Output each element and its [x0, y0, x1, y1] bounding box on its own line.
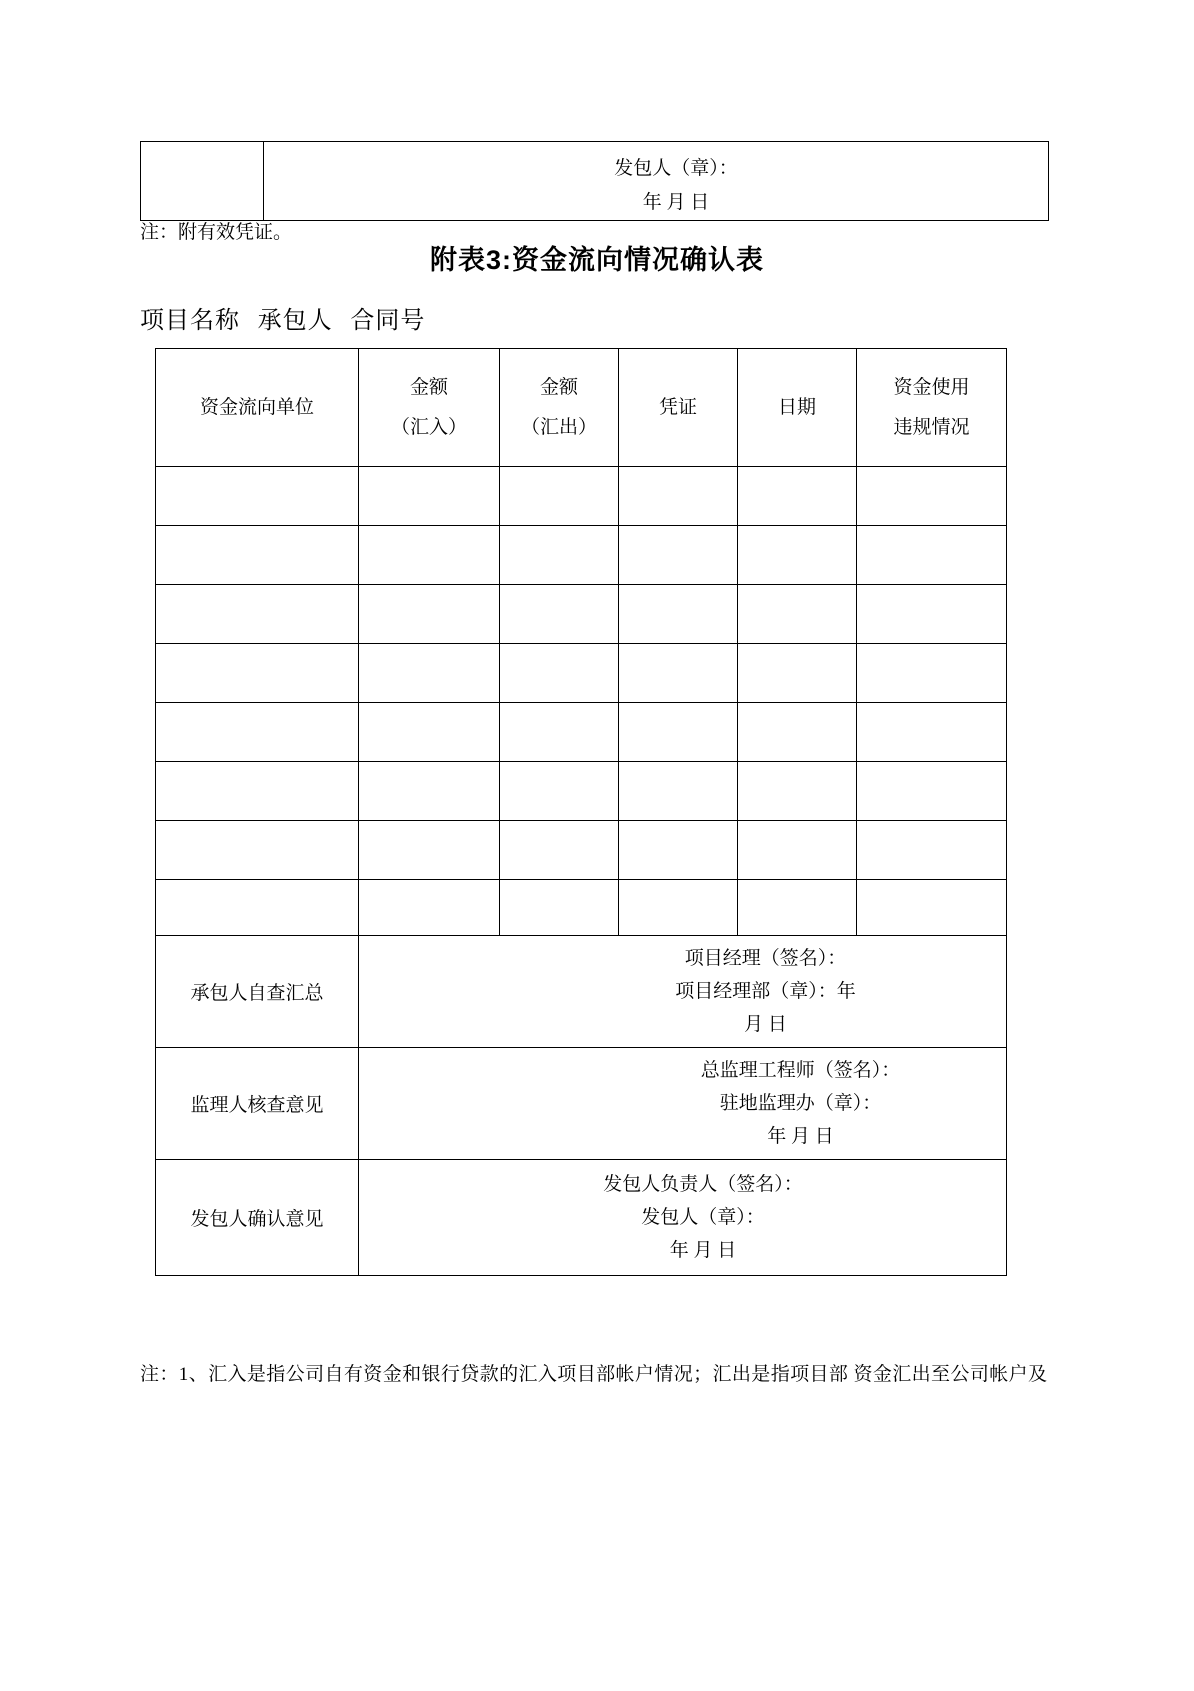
cell-date[interactable]	[738, 644, 857, 703]
date-placeholder-label: 年 月 日	[669, 1240, 737, 1261]
cell-violation[interactable]	[857, 526, 1007, 585]
cell-voucher[interactable]	[619, 821, 738, 880]
cell-voucher[interactable]	[619, 467, 738, 526]
cell-amount-out[interactable]	[500, 821, 619, 880]
table-row	[156, 762, 1007, 821]
project-manager-sign-label: 项目经理（签名）：	[684, 948, 847, 969]
cell-date[interactable]	[738, 703, 857, 762]
cell-amount-out[interactable]	[500, 762, 619, 821]
table-header-row	[156, 349, 1007, 467]
cell-date[interactable]	[738, 526, 857, 585]
header-line-1: 凭证	[658, 396, 697, 418]
signature-block	[264, 142, 1048, 220]
header-line-1: 金额	[539, 376, 578, 398]
cell-unit[interactable]	[156, 880, 359, 936]
header-line-1: 资金流向单位	[199, 396, 314, 418]
header-cell-date	[738, 349, 857, 467]
summary-content-supervisor[interactable]	[359, 1048, 1007, 1160]
cell-voucher[interactable]	[619, 585, 738, 644]
table-row	[156, 703, 1007, 762]
project-manager-dept-seal-label: 项目经理部（章）：年	[675, 981, 856, 1002]
cell-unit[interactable]	[156, 526, 359, 585]
cell-unit[interactable]	[156, 585, 359, 644]
cell-violation[interactable]	[857, 880, 1007, 936]
cell-unit[interactable]	[156, 821, 359, 880]
cell-amount-in[interactable]	[359, 821, 500, 880]
cell-amount-in[interactable]	[359, 703, 500, 762]
cell-amount-out[interactable]	[500, 880, 619, 936]
cell-voucher[interactable]	[619, 526, 738, 585]
project-name-label: 项目名称	[140, 307, 240, 334]
cell-date[interactable]	[738, 585, 857, 644]
date-placeholder-label: 年 月 日	[767, 1126, 834, 1147]
cell-violation[interactable]	[857, 467, 1007, 526]
header-cell-voucher	[619, 349, 738, 467]
cell-voucher[interactable]	[619, 762, 738, 821]
header-cell-amount-in	[359, 349, 500, 467]
cell-unit[interactable]	[156, 762, 359, 821]
fund-flow-table	[155, 348, 1007, 1276]
cell-amount-in[interactable]	[359, 467, 500, 526]
table-row	[156, 880, 1007, 936]
cell-amount-in[interactable]	[359, 762, 500, 821]
summary-row-employer	[156, 1160, 1007, 1276]
cell-date[interactable]	[738, 880, 857, 936]
cell-voucher[interactable]	[619, 644, 738, 703]
cell-amount-out[interactable]	[500, 467, 619, 526]
cell-unit[interactable]	[156, 644, 359, 703]
cell-violation[interactable]	[857, 644, 1007, 703]
header-line-2: （汇出）	[520, 416, 597, 438]
table-row	[141, 142, 1049, 221]
header-line-1: 金额	[409, 376, 448, 398]
resident-supervision-seal-label: 驻地监理办（章）：	[719, 1093, 882, 1114]
employer-representative-sign-label: 发包人负责人（签名）：	[603, 1174, 803, 1195]
cell-unit[interactable]	[156, 467, 359, 526]
summary-label-employer: 发包人确认意见	[156, 1160, 359, 1276]
table-row	[156, 644, 1007, 703]
top-signature-table	[140, 141, 1049, 221]
cell-unit[interactable]	[156, 703, 359, 762]
chief-supervisor-sign-label: 总监理工程师（签名）：	[700, 1060, 901, 1081]
date-placeholder-label: 月 日	[744, 1014, 787, 1035]
header-cell-violation	[857, 349, 1007, 467]
contractor-label: 承包人	[257, 307, 333, 334]
header-line-1: 资金使用	[893, 376, 970, 398]
cell-amount-out[interactable]	[500, 585, 619, 644]
cell-amount-in[interactable]	[359, 526, 500, 585]
cell-violation[interactable]	[857, 762, 1007, 821]
cell-amount-out[interactable]	[500, 526, 619, 585]
header-line-2: 违规情况	[893, 416, 970, 438]
summary-row-supervisor	[156, 1048, 1007, 1160]
cell-date[interactable]	[738, 821, 857, 880]
employer-seal-label: 发包人（章）：	[614, 158, 738, 179]
note-top: 注：附有效凭证。	[140, 222, 293, 243]
summary-label-supervisor: 监理人核查意见	[156, 1048, 359, 1160]
employer-seal-label: 发包人（章）：	[641, 1207, 765, 1228]
cell-amount-in[interactable]	[359, 880, 500, 936]
header-line-2: （汇入）	[390, 416, 467, 438]
cell-voucher[interactable]	[619, 703, 738, 762]
note-bottom: 注：1、汇入是指公司自有资金和银行贷款的汇入项目部帐户情况；汇出是指项目部 资金汇出至公司帐户及	[140, 1364, 1048, 1385]
header-cell-amount-out	[500, 349, 619, 467]
summary-content-employer[interactable]	[359, 1160, 1007, 1276]
date-placeholder-label: 年 月 日	[642, 192, 710, 213]
header-line-1: 日期	[777, 396, 816, 418]
top-table-signature-cell	[264, 142, 1049, 221]
summary-content-contractor[interactable]	[359, 936, 1007, 1048]
contract-no-label: 合同号	[350, 307, 426, 334]
cell-date[interactable]	[738, 762, 857, 821]
project-info-line	[140, 300, 435, 335]
table-row	[156, 526, 1007, 585]
header-cell-unit	[156, 349, 359, 467]
table-row	[156, 821, 1007, 880]
page-title: 附表3:资金流向情况确认表	[429, 245, 764, 275]
top-table-empty-cell	[141, 142, 264, 221]
cell-amount-out[interactable]	[500, 703, 619, 762]
table-row	[156, 585, 1007, 644]
cell-amount-out[interactable]	[500, 644, 619, 703]
signature-block	[359, 1048, 1006, 1159]
summary-row-contractor	[156, 936, 1007, 1048]
cell-violation[interactable]	[857, 703, 1007, 762]
signature-block	[359, 1162, 1006, 1273]
cell-amount-in[interactable]	[359, 644, 500, 703]
summary-label-contractor: 承包人自查汇总	[156, 936, 359, 1048]
cell-violation[interactable]	[857, 821, 1007, 880]
table-row	[156, 467, 1007, 526]
cell-violation[interactable]	[857, 585, 1007, 644]
cell-voucher[interactable]	[619, 880, 738, 936]
cell-amount-in[interactable]	[359, 585, 500, 644]
cell-date[interactable]	[738, 467, 857, 526]
signature-block	[359, 936, 1006, 1047]
